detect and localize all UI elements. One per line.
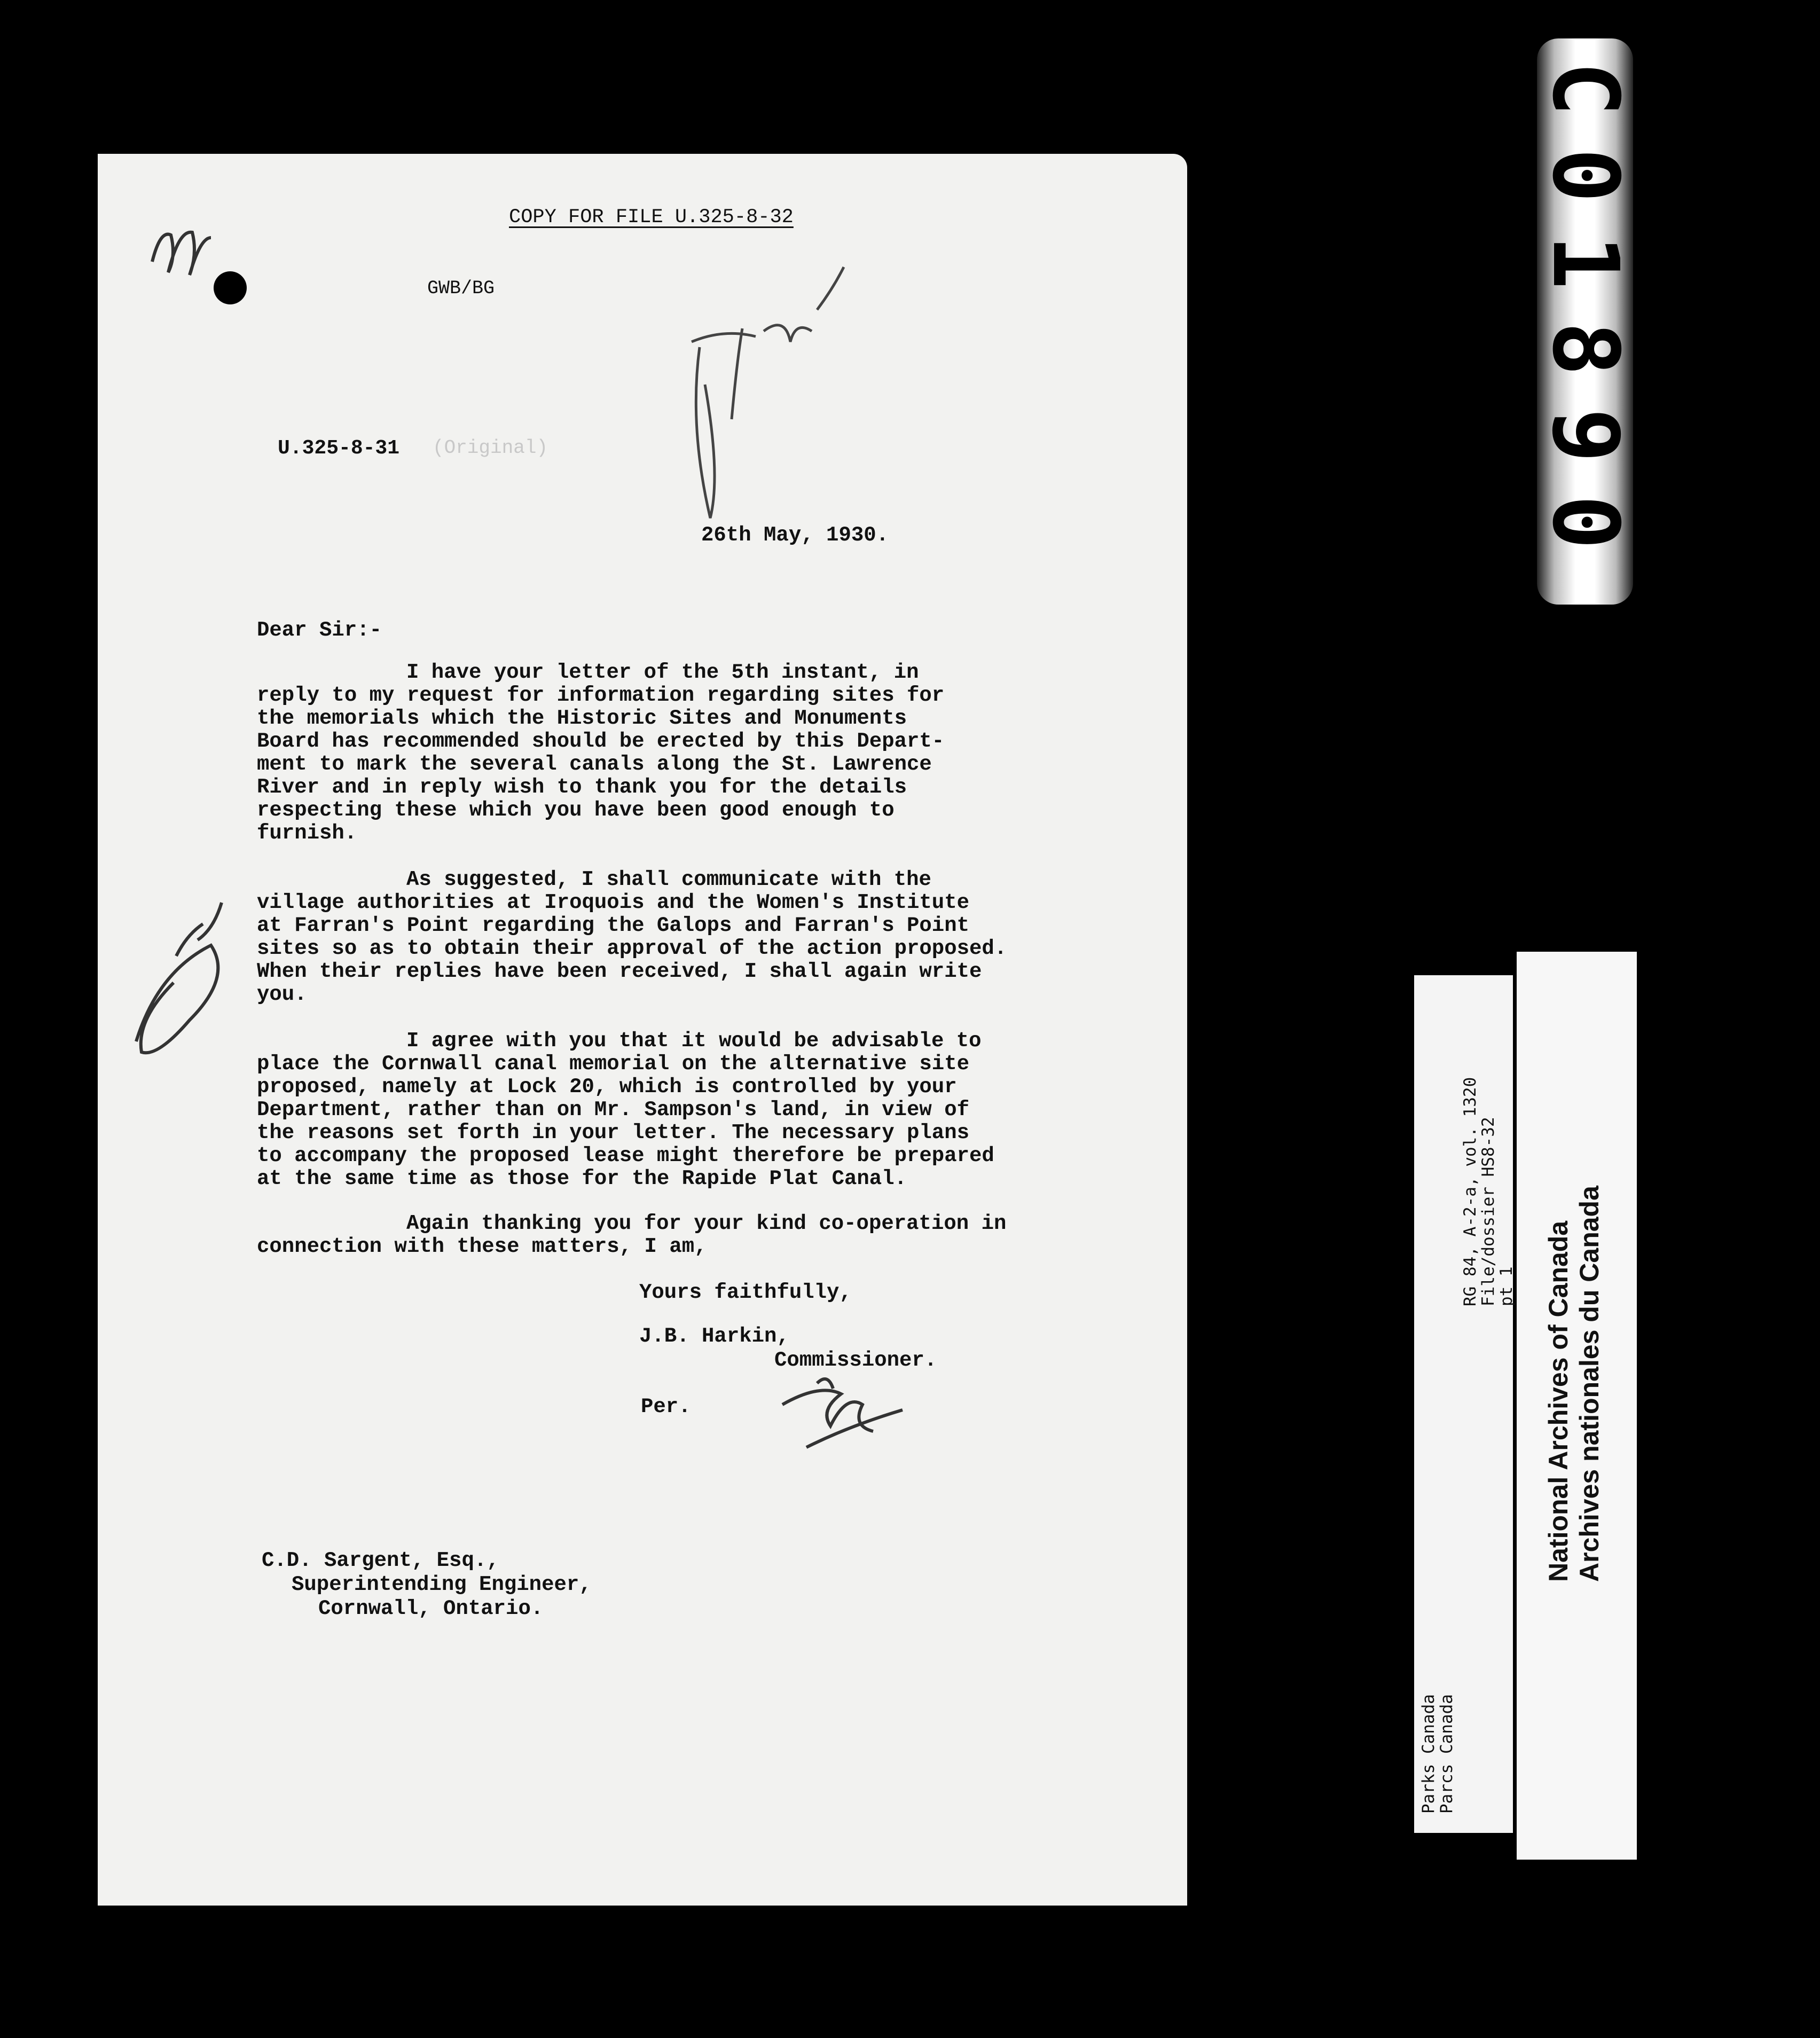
initials-signature [782,1379,903,1447]
paragraph-2-line: sites so as to obtain their approval of the action proposed. [257,937,1007,960]
margin-initial-m [152,232,211,275]
archive-label-large [1517,952,1637,1860]
closing: Yours faithfully, [639,1281,852,1304]
file-dossier-line: File/dossier HS8-32 [1479,1117,1498,1306]
paragraph-3-line: I agree with you that it would be advisable to [406,1029,982,1053]
paragraph-4-line: Again thanking you for your kind co-operation in [406,1212,1007,1235]
signer-title: Commissioner. [774,1349,937,1372]
parks-canada-line: Parks Canada [1419,1694,1438,1814]
file-copy-header: COPY FOR FILE U.325-8-32 [509,206,794,229]
paragraph-1-line: River and in reply wish to thank you for the details [257,775,907,799]
record-group-line: RG 84, A-2-a, vol. 1320 [1461,1077,1480,1306]
national-archives-english: National Archives of Canada [1543,1220,1573,1582]
recipient-position: Superintending Engineer, [292,1573,592,1596]
file-reference: U.325-8-31 [278,437,400,460]
paragraph-4-line: connection with these matters, I am, [257,1235,707,1258]
paragraph-3-line: to accompany the proposed lease might therefore be prepared [257,1144,994,1167]
paragraph-2-line: you. [257,983,307,1006]
microfilm-number-strip [1532,38,1638,605]
paragraph-3-line: place the Cornwall canal memorial on the alternative site [257,1052,970,1076]
date-stamp-scribble [692,267,844,518]
part-line: pt 1 [1497,1266,1516,1306]
microfilm-number: C01890 [1532,61,1638,582]
paragraph-1-line: Board has recommended should be erected by this Depart- [257,730,945,753]
salutation: Dear Sir:- [257,618,382,642]
paragraph-3-line: at the same time as those for the Rapide Plat Canal. [257,1167,907,1190]
paragraph-3-line: the reasons set forth in your letter. The necessary plans [257,1121,970,1145]
paragraph-3-line: proposed, namely at Lock 20, which is controlled by your [257,1075,957,1099]
national-archives-french: Archives nationales du Canada [1574,1186,1604,1582]
paragraph-1-line: reply to my request for information regarding sites for [257,684,945,707]
signer-name: J.B. Harkin, [639,1324,789,1348]
paragraph-1-line: the memorials which the Historic Sites and Monuments [257,707,907,730]
paragraph-1-line: I have your letter of the 5th instant, in [406,661,919,684]
paragraph-2-line: village authorities at Iroquois and the Women's Institute [257,891,970,914]
letter-date: 26th May, 1930. [701,523,889,547]
parcs-canada-line: Parcs Canada [1437,1694,1456,1814]
paragraph-3-line: Department, rather than on Mr. Sampson's land, in view of [257,1098,970,1122]
typist-initials: GWB/BG [427,278,495,299]
margin-signature [136,903,222,1053]
paragraph-2-line: When their replies have been received, I shall again write [257,960,982,983]
archive-label-small [1414,975,1516,1833]
paragraph-2-line: As suggested, I shall communicate with the [406,868,931,891]
recipient-location: Cornwall, Ontario. [318,1597,544,1620]
paragraph-1-line: respecting these which you have been good enough to [257,798,895,822]
paragraph-1-line: ment to mark the several canals along the St. Lawrence [257,753,932,776]
file-reference-note: (Original) [433,437,548,459]
per-line: Per. [641,1395,691,1418]
recipient-name: C.D. Sargent, Esq., [262,1549,499,1572]
paragraph-2-line: at Farran's Point regarding the Galops and Farran's Point [257,914,970,937]
paragraph-1-line: furnish. [257,821,357,845]
